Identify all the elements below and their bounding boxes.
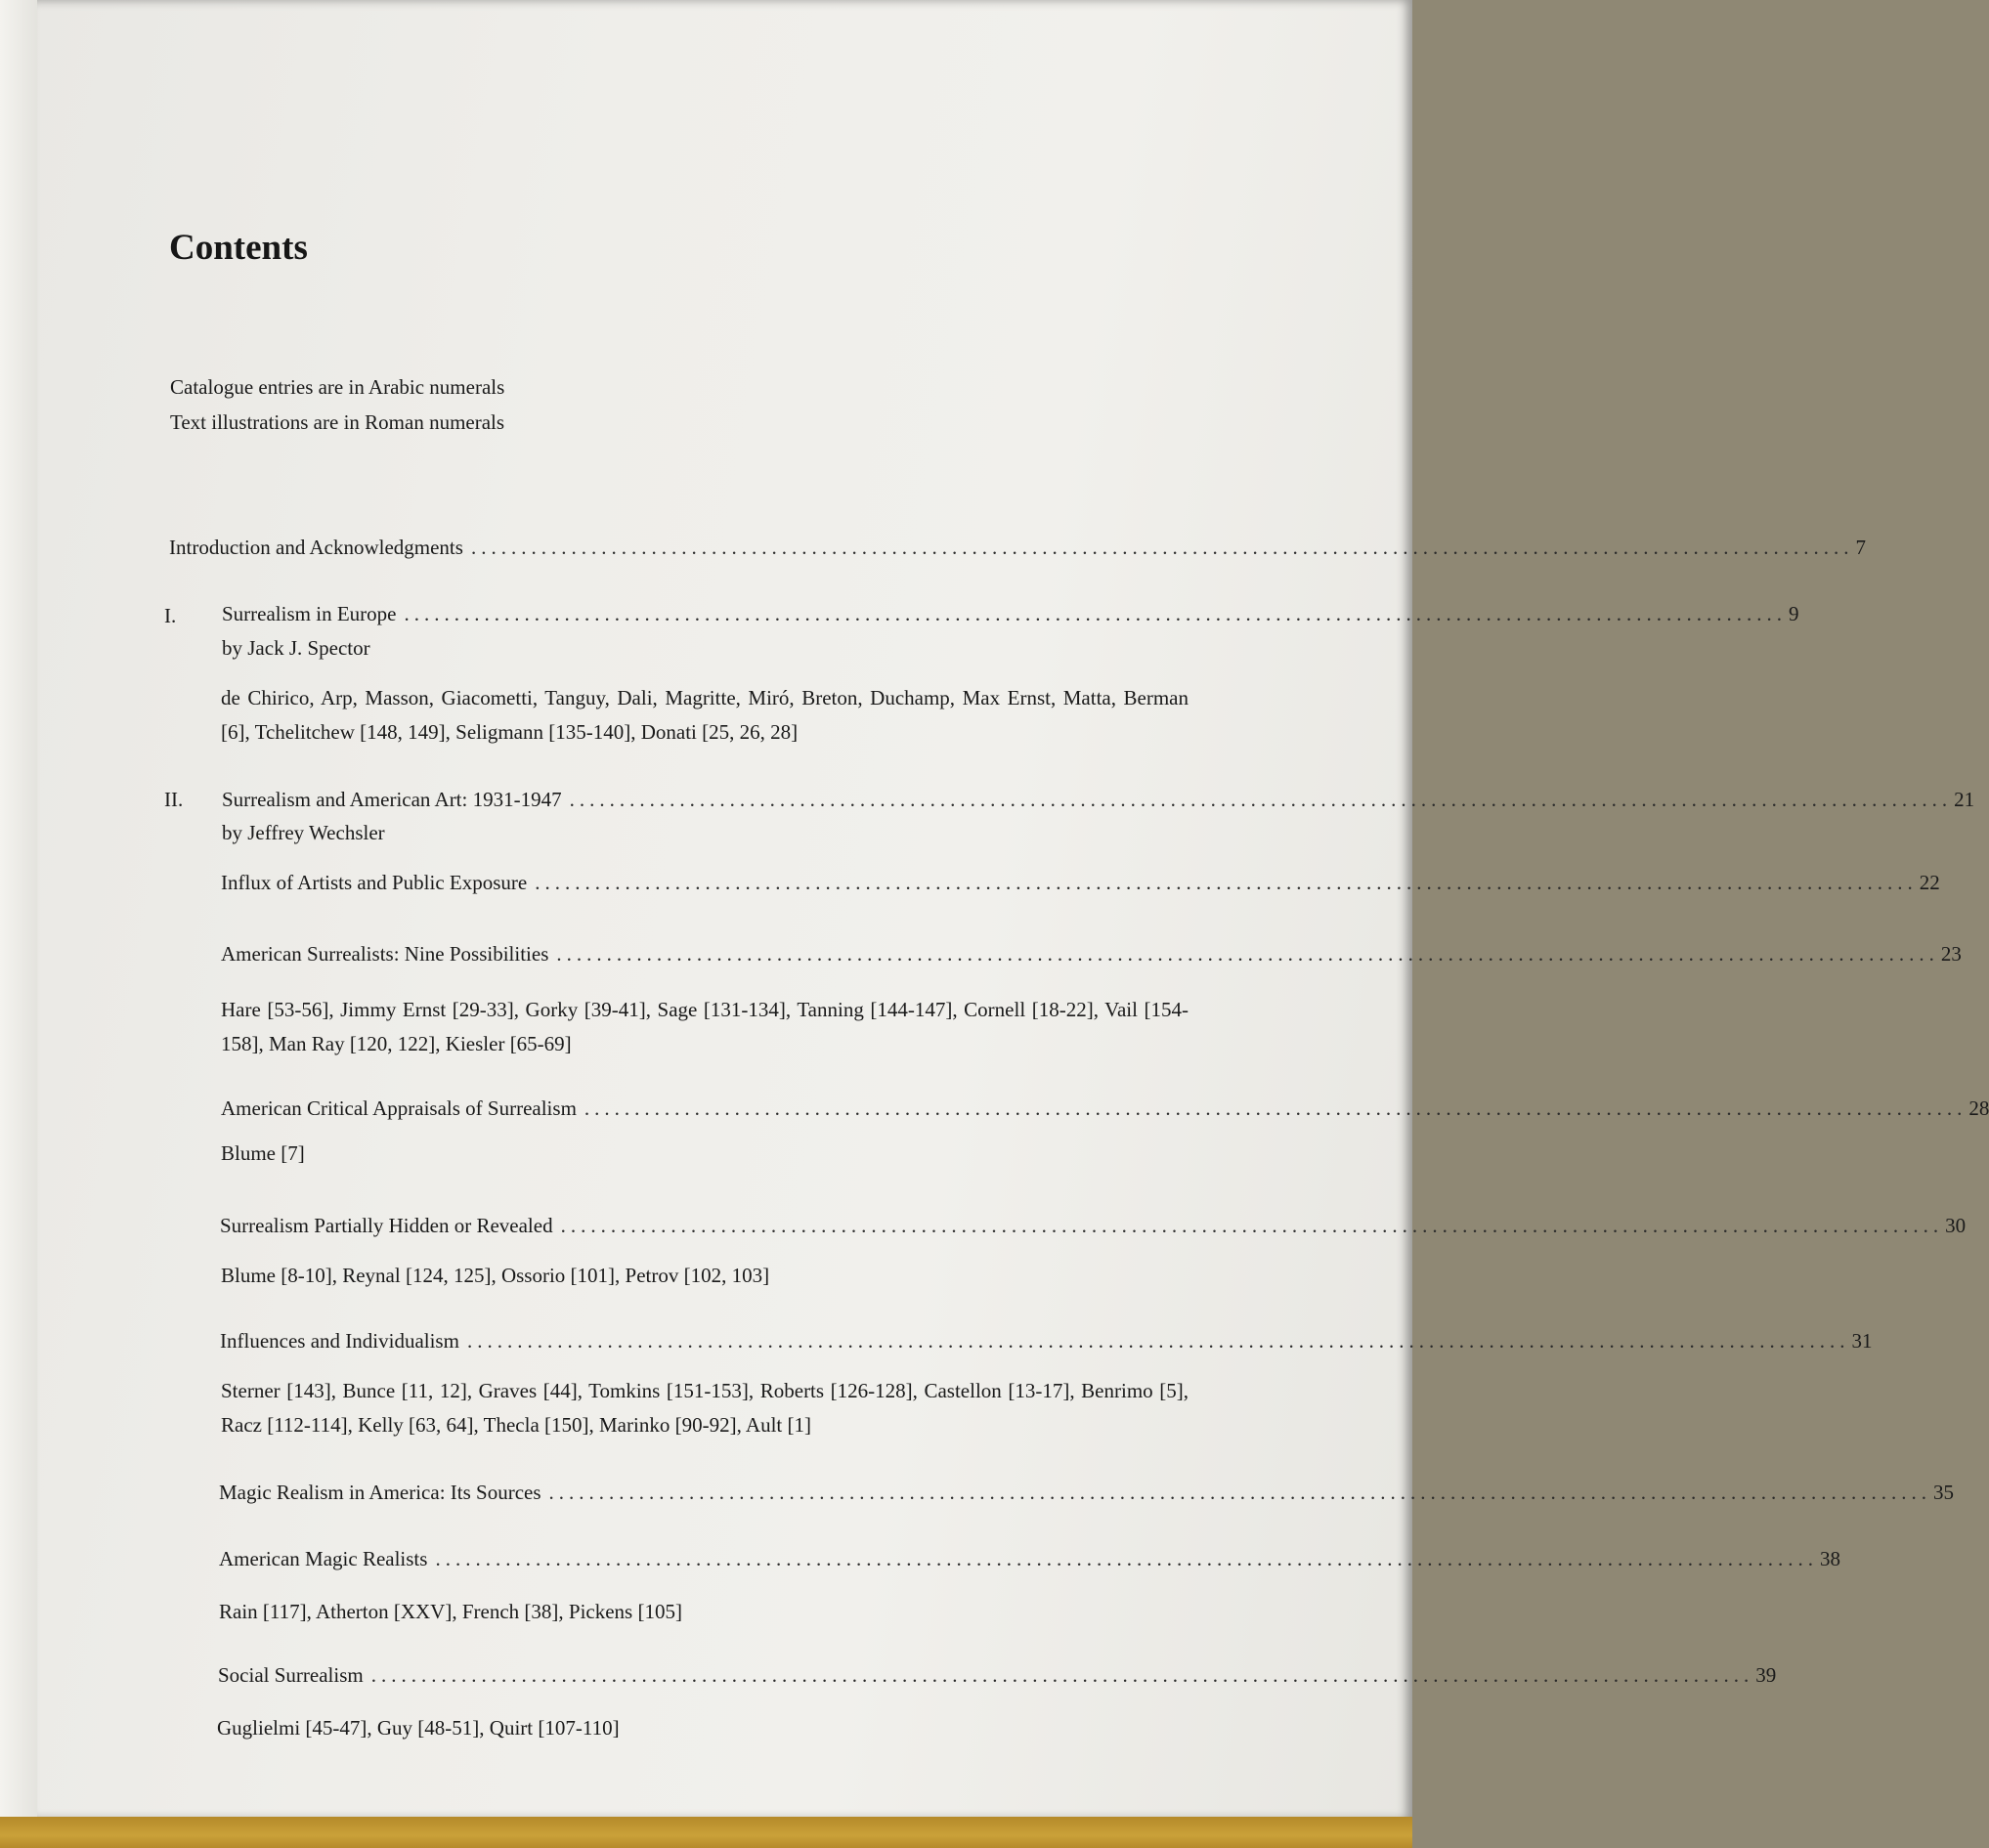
artist-list: de Chirico, Arp, Masson, Giacometti, Tanguy, Dali, Magritte, Miró, Breton, Duchamp, Max Ernst, Matta, Berman [6], Tchelitchew [148, 149], Seligmann [135-140], Donati [25, 26, 28] <box>221 686 1189 744</box>
part-author: by Jeffrey Wechsler <box>222 821 385 844</box>
artist-list: Blume [8-10], Reynal [124, 125], Ossorio [101], Petrov [102, 103] <box>221 1264 770 1287</box>
artist-list: Blume [7] <box>221 1141 305 1165</box>
page-title: Contents <box>169 228 308 268</box>
toc-page-number: 23 <box>1940 942 1962 966</box>
toc-page-number: 21 <box>1954 788 1975 811</box>
toc-entry-section <box>219 1547 1840 1571</box>
toc-entry-section <box>219 1481 1955 1505</box>
leader-dots: .......................................................................................................................................... <box>466 1329 1850 1353</box>
leader-dots: .......................................................................................................................................... <box>548 1481 1932 1504</box>
leader-dots: .......................................................................................................................................... <box>370 1663 1754 1687</box>
part-author: by Jack J. Spector <box>222 636 370 660</box>
toc-entry-label: American Critical Appraisals of Surrealism <box>221 1096 577 1120</box>
artist-list: Guglielmi [45-47], Guy [48-51], Quirt [107-110] <box>217 1716 620 1740</box>
toc-page-number: 22 <box>1919 871 1940 894</box>
toc-entry-section <box>220 1214 1967 1238</box>
leader-dots: .......................................................................................................................................... <box>584 1096 1967 1120</box>
leader-dots: .......................................................................................................................................... <box>470 536 1854 559</box>
toc-page-number: 7 <box>1855 536 1866 559</box>
toc-entry-introduction <box>169 536 1866 560</box>
toc-page-number: 30 <box>1945 1214 1967 1237</box>
note-arabic: Catalogue entries are in Arabic numerals <box>170 375 505 399</box>
toc-entry-label: Magic Realism in America: Its Sources <box>219 1481 541 1504</box>
part-numeral: II. <box>164 788 184 811</box>
artist-list: Hare [53-56], Jimmy Ernst [29-33], Gorky [39-41], Sage [131-134], Tanning [144-147], Cornell [18-22], Vail [154-158], Man Ray [120, 122], Kiesler [65-69] <box>221 998 1189 1055</box>
toc-entry-label: Surrealism in Europe <box>222 602 397 625</box>
note-roman: Text illustrations are in Roman numerals <box>170 410 505 434</box>
toc-page-number: 28 <box>1968 1096 1989 1120</box>
facing-page-edge <box>0 0 37 1820</box>
toc-entry-section <box>220 1329 1873 1354</box>
toc-page-number: 38 <box>1819 1547 1840 1570</box>
toc-entry-label: Influences and Individualism <box>220 1329 459 1353</box>
leader-dots: .......................................................................................................................................... <box>569 788 1953 811</box>
toc-page-number: 35 <box>1933 1481 1955 1504</box>
toc-entry-section <box>221 871 1940 895</box>
toc-entry-label: American Magic Realists <box>219 1547 428 1570</box>
toc-entry-part-2 <box>222 788 1975 812</box>
toc-entry-label: Introduction and Acknowledgments <box>169 536 463 559</box>
toc-page-number: 39 <box>1755 1663 1777 1687</box>
part-numeral: I. <box>164 604 177 627</box>
toc-page-number: 9 <box>1788 602 1799 625</box>
toc-page-number: 31 <box>1851 1329 1873 1353</box>
artist-list: Sterner [143], Bunce [11, 12], Graves [44], Tomkins [151-153], Roberts [126-128], Castellon [13-17], Benrimo [5], Racz [112-114], Kelly [63, 64], Thecla [150], Marinko [90-92], Ault [1] <box>221 1379 1189 1437</box>
leader-dots: .......................................................................................................................................... <box>556 942 1939 966</box>
table-surface <box>0 1817 1412 1848</box>
toc-entry-label: Surrealism and American Art: 1931-1947 <box>222 788 562 811</box>
toc-entry-label: Surrealism Partially Hidden or Revealed <box>220 1214 553 1237</box>
leader-dots: .......................................................................................................................................... <box>535 871 1918 894</box>
leader-dots: .......................................................................................................................................... <box>560 1214 1944 1237</box>
toc-entry-label: Social Surrealism <box>218 1663 364 1687</box>
leader-dots: .......................................................................................................................................... <box>435 1547 1818 1570</box>
toc-entry-part-1 <box>222 602 1799 626</box>
toc-entry-label: American Surrealists: Nine Possibilities <box>221 942 549 966</box>
toc-entry-section <box>221 942 1962 967</box>
artist-list: Rain [117], Atherton [XXV], French [38], Pickens [105] <box>219 1600 682 1623</box>
toc-entry-section <box>218 1663 1777 1688</box>
toc-entry-label: Influx of Artists and Public Exposure <box>221 871 528 894</box>
toc-entry-section <box>221 1096 1989 1121</box>
leader-dots: .......................................................................................................................................... <box>404 602 1787 625</box>
